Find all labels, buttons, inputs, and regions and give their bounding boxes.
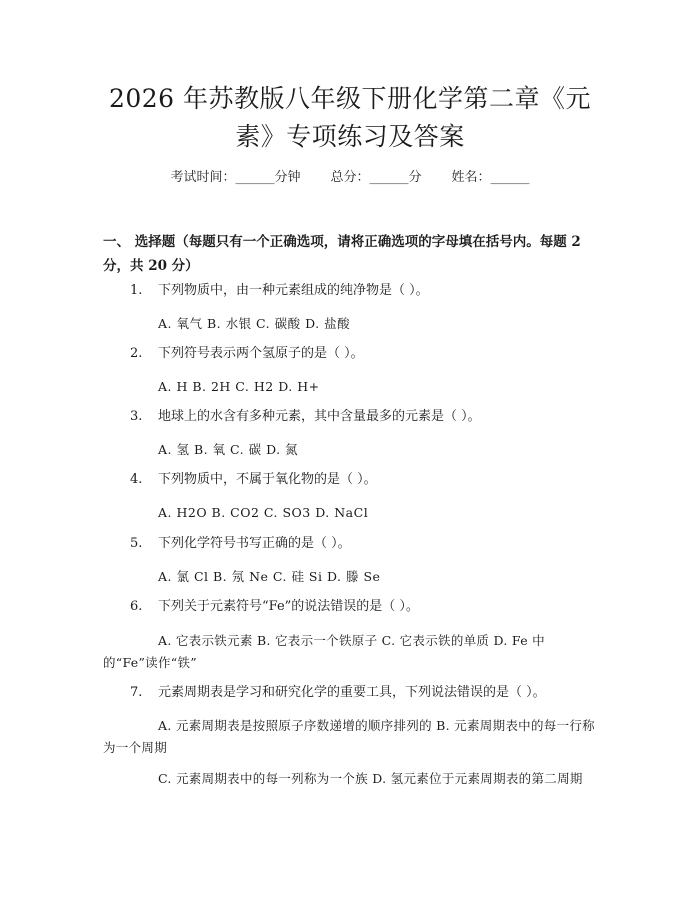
question-text: 下列物质中，不属于氧化物的是（ ）。 — [158, 472, 377, 487]
question-7-options-cd: C. 元素周期表中的每一列称为一个族 D. 氢元素位于元素周期表的第二周期 — [158, 771, 583, 786]
question-number: 6. — [130, 599, 143, 614]
section-heading-multiple-choice: 一、 选择题（每题只有一个正确选项，请将正确选项的字母填在括号内。每题 2 分，共 20 分） — [103, 234, 581, 274]
question-6-options: A. 它表示铁元素 B. 它表示一个铁原子 C. 它表示铁的单质 D. Fe 中的“Fe”读作“铁” — [103, 633, 545, 670]
exam-info-line — [0, 166, 700, 185]
exam-time-field: 考试时间：______分钟 — [170, 170, 301, 185]
question-4 — [130, 470, 600, 490]
question-text: 下列化学符号书写正确的是（ ）。 — [158, 536, 351, 551]
question-number: 1. — [130, 283, 143, 298]
question-number: 7. — [130, 685, 143, 700]
question-5 — [130, 534, 600, 554]
question-number: 3. — [130, 409, 143, 424]
question-7 — [130, 683, 600, 703]
question-2 — [130, 344, 600, 364]
question-7-options-ab: A. 元素周期表是按照原子序数递增的顺序排列的 B. 元素周期表中的每一行称为一个周期 — [103, 718, 595, 755]
question-text: 地球上的水含有多种元素，其中含量最多的元素是（ ）。 — [158, 409, 481, 424]
question-text: 下列关于元素符号“Fe”的说法错误的是（ ）。 — [158, 599, 419, 614]
page-title: 2026 年苏教版八年级下册化学第二章《元素》专项练习及答案 — [108, 84, 592, 151]
question-text: 元素周期表是学习和研究化学的重要工具，下列说法错误的是（ ）。 — [158, 685, 546, 700]
question-number: 2. — [130, 346, 143, 361]
total-score-field: 总分：______分 — [330, 170, 422, 185]
question-4-options: A. H2O B. CO2 C. SO3 D. NaCl — [158, 505, 369, 520]
question-1 — [130, 281, 600, 301]
question-2-options: A. H B. 2H C. H2 D. H+ — [158, 379, 320, 394]
question-5-options: A. 氯 Cl B. 氖 Ne C. 硅 Si D. 滕 Se — [158, 569, 381, 584]
question-number: 4. — [130, 472, 143, 487]
question-1-options: A. 氧气 B. 水银 C. 碳酸 D. 盐酸 — [158, 316, 351, 331]
question-text: 下列符号表示两个氢原子的是（ ）。 — [158, 346, 364, 361]
question-6 — [130, 597, 600, 617]
student-name-field: 姓名：______ — [451, 170, 530, 185]
question-3 — [130, 407, 600, 427]
question-text: 下列物质中，由一种元素组成的纯净物是（ ）。 — [158, 283, 429, 298]
question-3-options: A. 氢 B. 氧 C. 碳 D. 氮 — [158, 442, 299, 457]
question-number: 5. — [130, 536, 143, 551]
